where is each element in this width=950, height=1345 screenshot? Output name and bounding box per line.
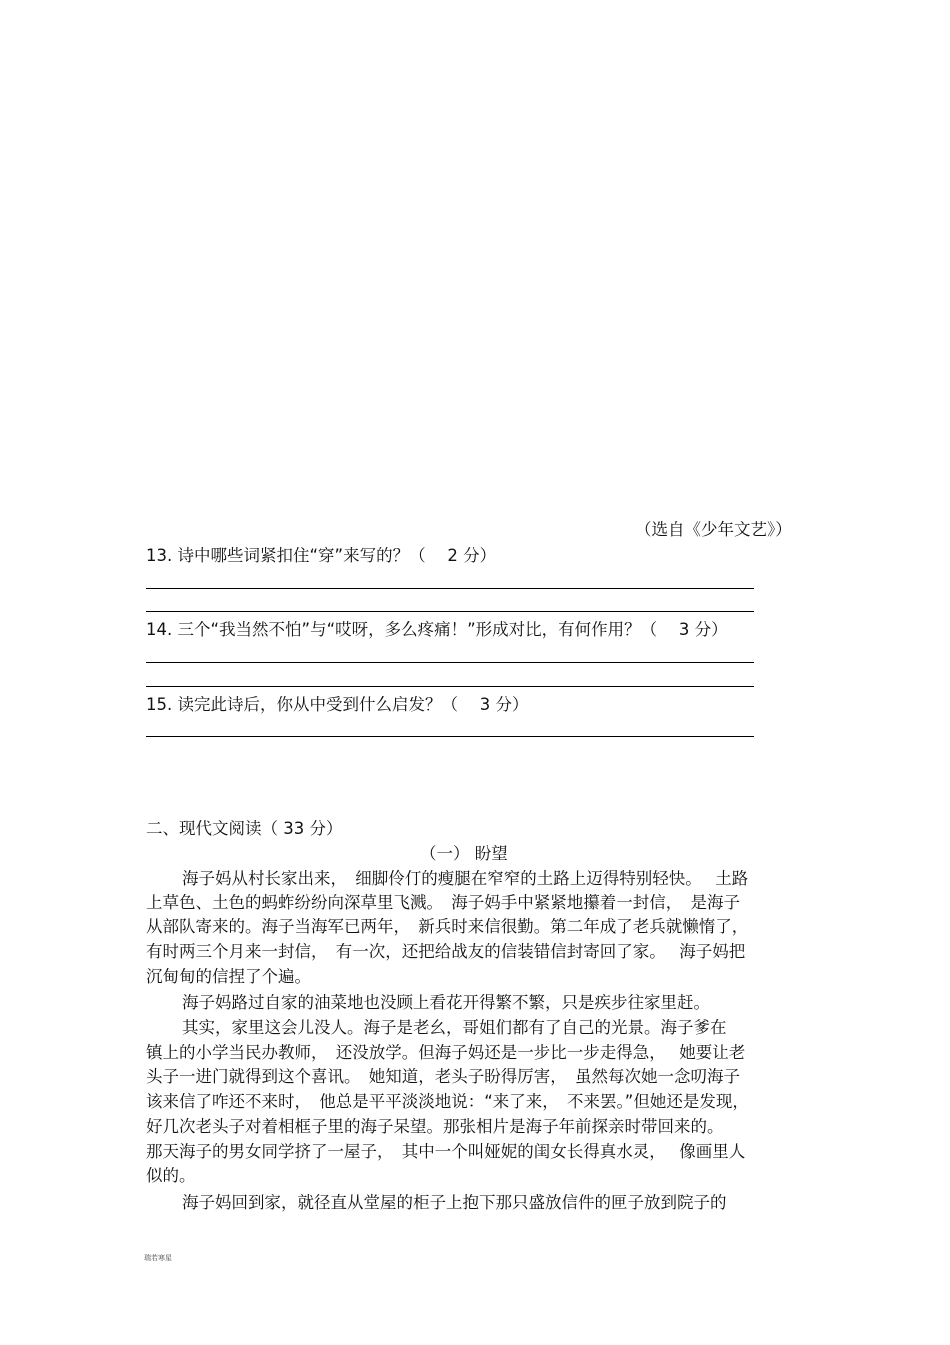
passage-line: 该来信了咋还不来时， 他总是平平淡淡地说：“来了来， 不来罢。”但她还是发现， — [146, 1092, 749, 1111]
passage-line: 镇上的小学当民办教师， 还没放学。但海子妈还是一步比一步走得急， 她要让老 — [146, 1043, 746, 1062]
answer-line — [146, 662, 754, 663]
passage-line: 似的。 — [146, 1166, 196, 1185]
answer-line — [146, 588, 754, 589]
passage-line: 上草色、土色的蚂蚱纷纷向深草里飞溅。 海子妈手中紧紧地攥着一封信， 是海子 — [146, 893, 740, 912]
passage-line: 其实，家里这会儿没人。海子是老幺，哥姐们都有了自己的光景。海子爹在 — [182, 1018, 727, 1037]
passage-line: 海子妈回到家，就径直从堂屋的柜子上抱下那只盛放信件的匣子放到院子的 — [182, 1193, 727, 1212]
footer-text: 瑞若寒星 — [144, 1254, 172, 1262]
answer-line — [146, 686, 754, 687]
answer-line — [146, 736, 754, 737]
question-14: 14. 三个“我当然不怕”与“哎呀，多么疼痛！”形成对比，有何作用？（ 3 分） — [146, 620, 728, 639]
passage-line: 头子一进门就得到这个喜讯。 她知道，老头子盼得厉害， 虽然每次她一念叨海子 — [146, 1067, 740, 1086]
passage-line: 从部队寄来的。海子当海军已两年， 新兵时来信很勤。第二年成了老兵就懒惰了， — [146, 917, 749, 936]
source-note: （选自《少年文艺》） — [635, 520, 792, 539]
section-heading: 二、现代文阅读（ 33 分） — [146, 819, 343, 838]
passage-line: 沉甸甸的信捏了个遍。 — [146, 967, 311, 986]
passage-title: （一） 盼望 — [420, 844, 508, 863]
answer-line — [146, 611, 754, 612]
passage-line: 海子妈路过自家的油菜地也没顾上看花开得繁不繁，只是疾步往家里赶。 — [182, 993, 710, 1012]
question-13: 13. 诗中哪些词紧扣住“穿”来写的？（ 2 分） — [146, 546, 497, 565]
passage-line: 好几次老头子对着相框子里的海子呆望。那张相片是海子年前探亲时带回来的。 — [146, 1117, 724, 1136]
passage-line: 海子妈从村长家出来， 细脚伶仃的瘦腿在窄窄的土路上迈得特别轻快。 土路 — [182, 869, 749, 888]
question-15: 15. 读完此诗后，你从中受到什么启发？（ 3 分） — [146, 695, 529, 714]
passage-line: 有时两三个月来一封信， 有一次，还把给战友的信装错信封寄回了家。 海子妈把 — [146, 942, 746, 961]
passage-line: 那天海子的男女同学挤了一屋子， 其中一个叫娅妮的闺女长得真水灵， 像画里人 — [146, 1142, 746, 1161]
